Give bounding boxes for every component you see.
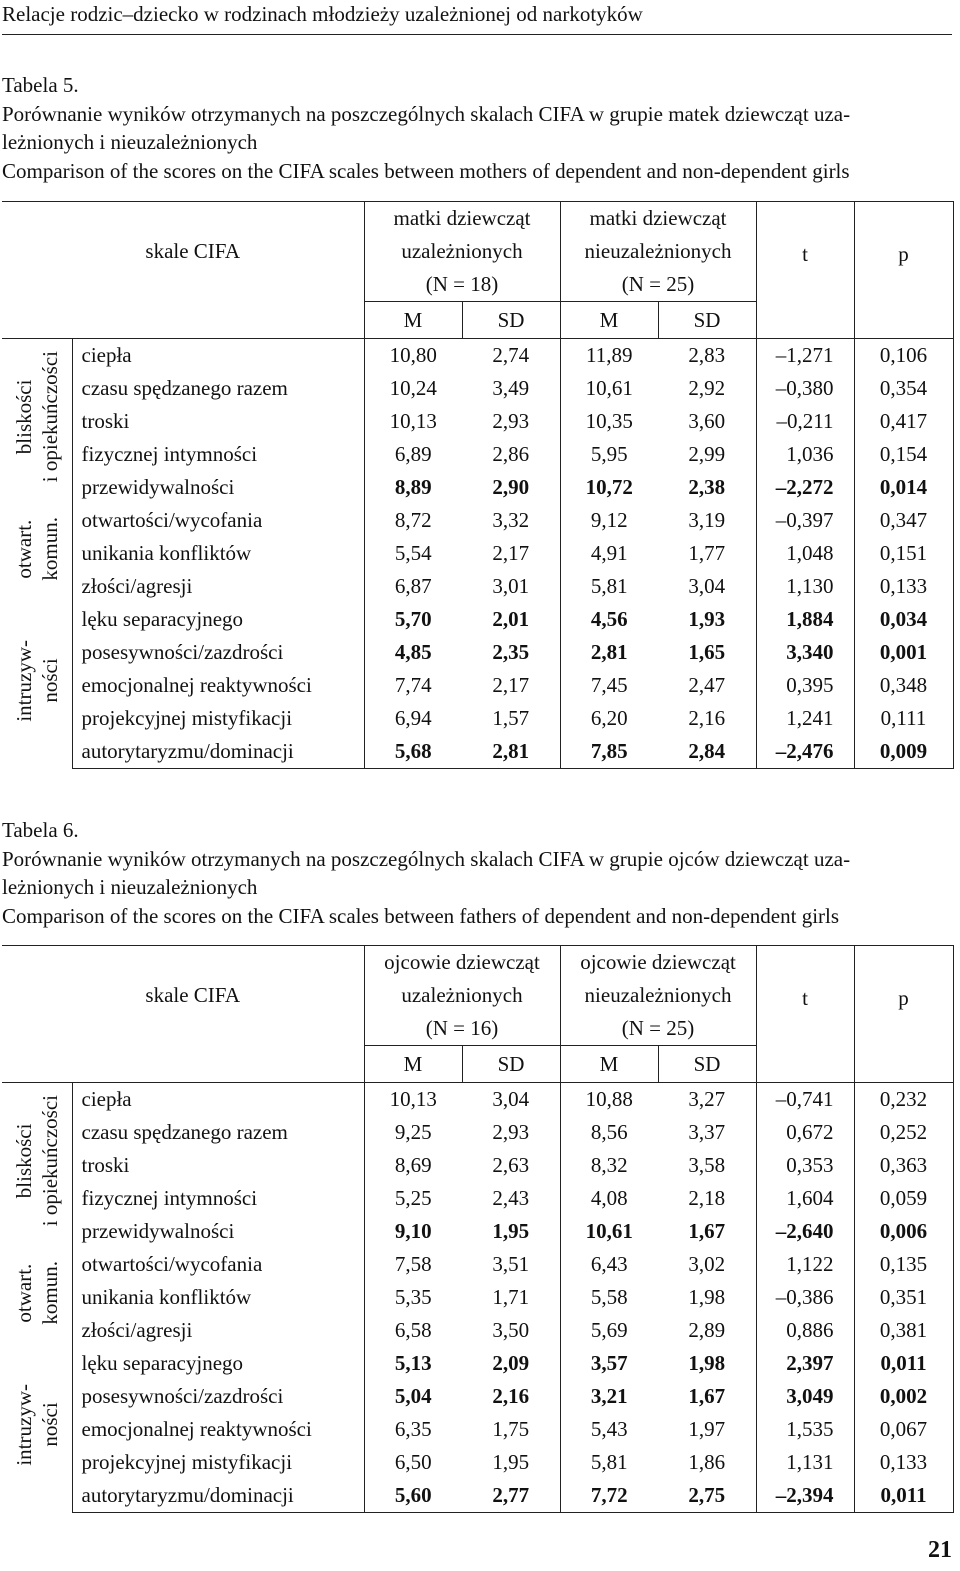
cell-sd2: 2,16 (688, 706, 726, 730)
cell-sd1: 2,93 (492, 409, 530, 433)
cell-p: 0,111 (854, 702, 953, 735)
table-row (2, 405, 953, 438)
cell-scale: ciepła (72, 1083, 364, 1117)
cell-m2: 4,08 (560, 1182, 658, 1215)
cell-sd1: 2,43 (492, 1186, 530, 1210)
header-group2-line: nieuzależnionych (584, 983, 732, 1007)
cell-scale: złości/agresji (72, 570, 364, 603)
cell-p: 0,354 (854, 372, 953, 405)
group-label (2, 1347, 72, 1513)
table-row (2, 1182, 953, 1215)
cell-scale: ciepła (72, 339, 364, 373)
cell-t: –2,394 (756, 1479, 854, 1513)
caption-pl: leżnionych i nieuzależnionych (2, 875, 258, 899)
cell-t: 0,353 (756, 1149, 854, 1182)
cell-t: 1,036 (756, 438, 854, 471)
header-group1 (364, 202, 560, 302)
cell-m2: 5,69 (560, 1314, 658, 1347)
cell-scale: posesywności/zazdrości (72, 636, 364, 669)
cell-sd1: 2,16 (492, 1384, 530, 1408)
group-label-line: otwart. (11, 519, 36, 578)
table-row (2, 1248, 953, 1281)
cell-scale: przewidywalności (72, 471, 364, 504)
cell-sd2: 2,38 (688, 475, 726, 499)
cell-p: 0,133 (854, 1446, 953, 1479)
header-sd (658, 1046, 756, 1083)
header-m-label: M (599, 1051, 619, 1076)
header-group2-line: ojcowie dziewcząt (580, 950, 736, 974)
group-label-line: komun. (37, 516, 62, 581)
cell-m1: 5,70 (364, 603, 462, 636)
cell-p: 0,133 (854, 570, 953, 603)
cell-m2: 5,81 (560, 1446, 658, 1479)
group-label-line: intruzyw- (11, 639, 36, 722)
cell-sd1: 3,04 (462, 1083, 560, 1117)
cell-sd2: 3,60 (688, 409, 726, 433)
table-row (2, 1314, 953, 1347)
caption-pl: leżnionych i nieuzależnionych (2, 130, 258, 154)
table-row (2, 669, 953, 702)
header-sd (658, 302, 756, 339)
cell-sd2: 2,47 (688, 673, 726, 697)
group-label-line: ności (37, 1402, 62, 1447)
cell-m2: 7,72 (560, 1479, 658, 1513)
header-row (2, 946, 953, 1046)
header-m-label: M (599, 307, 619, 332)
header-sd (462, 302, 560, 339)
cell-m1: 10,13 (364, 1083, 462, 1117)
header-group2 (560, 946, 756, 1046)
table-label: Tabela 5. (2, 73, 79, 97)
header-scale (2, 946, 364, 1046)
cell-p: 0,011 (854, 1347, 953, 1380)
header-blank (2, 1046, 364, 1083)
cell-sd2: 3,02 (688, 1252, 726, 1276)
cell-m1: 5,25 (364, 1182, 462, 1215)
header-sd (462, 1046, 560, 1083)
caption-pl: Porównanie wyników otrzymanych na poszczególnych skalach CIFA w grupie matek dziewcząt uza- (2, 101, 851, 126)
cell-t: 1,048 (756, 537, 854, 570)
cell-t: 1,241 (756, 702, 854, 735)
cell-scale: fizycznej intymności (72, 438, 364, 471)
cell-m1: 8,72 (364, 504, 462, 537)
cell-sd1: 3,32 (492, 508, 530, 532)
cell-scale: troski (72, 1149, 364, 1182)
cell-sd1: 2,17 (492, 673, 530, 697)
group-label-text (11, 1384, 63, 1466)
cell-p: 0,363 (854, 1149, 953, 1182)
header-group2-line: matki dziewcząt (589, 206, 727, 230)
cell-p: 0,154 (854, 438, 953, 471)
table-label: Tabela 6. (2, 818, 79, 842)
cell-sd2: 1,67 (688, 1384, 726, 1408)
cell-p: 0,347 (854, 504, 953, 537)
cell-m2: 10,88 (560, 1083, 658, 1117)
cell-m2: 4,91 (560, 537, 658, 570)
cell-scale: projekcyjnej mistyfikacji (72, 702, 364, 735)
group-label-text (11, 351, 63, 482)
header-p (854, 202, 953, 339)
cell-sd1: 2,93 (492, 1120, 530, 1144)
cell-t: –0,397 (756, 504, 854, 537)
cell-m2: 8,32 (560, 1149, 658, 1182)
cell-m2: 6,43 (560, 1248, 658, 1281)
cell-m1: 5,13 (364, 1347, 462, 1380)
cell-m1: 6,89 (364, 438, 462, 471)
header-row (2, 202, 953, 302)
cell-p: 0,001 (854, 636, 953, 669)
cell-m1: 8,89 (364, 471, 462, 504)
cell-m2: 9,12 (560, 504, 658, 537)
cell-t: 1,122 (756, 1248, 854, 1281)
cell-sd1: 2,01 (492, 607, 530, 631)
cell-m1: 10,24 (364, 372, 462, 405)
header-scale-label: skale CIFA (145, 239, 241, 264)
cell-sd1: 1,95 (492, 1219, 530, 1243)
cell-sd1: 2,90 (492, 475, 530, 499)
cell-t: –2,640 (756, 1215, 854, 1248)
group-label-text (11, 640, 63, 722)
cell-scale: lęku separacyjnego (72, 603, 364, 636)
cell-sd2: 2,89 (688, 1318, 726, 1342)
cell-scale: czasu spędzanego razem (72, 1116, 364, 1149)
table-row (2, 1116, 953, 1149)
cell-sd2: 2,18 (688, 1186, 726, 1210)
table-row (2, 372, 953, 405)
header-scale-label: skale CIFA (145, 983, 241, 1008)
cell-sd2: 1,98 (688, 1285, 726, 1309)
table-row (2, 1446, 953, 1479)
cell-m1: 6,87 (364, 570, 462, 603)
header-m (364, 1046, 462, 1083)
cell-m2: 4,56 (560, 603, 658, 636)
page-number: 21 (928, 1537, 952, 1563)
table-row (2, 1413, 953, 1446)
cell-scale: otwartości/wycofania (72, 504, 364, 537)
group-label (2, 504, 72, 603)
group-label-line: otwart. (11, 1263, 36, 1322)
header-m-label: M (403, 307, 423, 332)
cell-p: 0,232 (854, 1083, 953, 1117)
cell-sd1: 1,95 (492, 1450, 530, 1474)
cell-m2: 10,35 (560, 405, 658, 438)
cell-sd2: 2,92 (688, 376, 726, 400)
cell-sd1: 3,49 (492, 376, 530, 400)
group-label (2, 1083, 72, 1249)
cell-m2: 5,81 (560, 570, 658, 603)
cell-p: 0,348 (854, 669, 953, 702)
cell-m1: 6,58 (364, 1314, 462, 1347)
table-row (2, 1479, 953, 1513)
table-row (2, 1380, 953, 1413)
cell-t: 0,395 (756, 669, 854, 702)
cell-p: 0,135 (854, 1248, 953, 1281)
cell-p: 0,011 (854, 1479, 953, 1513)
header-group1 (364, 946, 560, 1046)
group-label-line: bliskości (11, 379, 36, 454)
cell-t: 1,130 (756, 570, 854, 603)
cell-p: 0,252 (854, 1116, 953, 1149)
cell-p: 0,151 (854, 537, 953, 570)
caption-pl: Porównanie wyników otrzymanych na poszczególnych skalach CIFA w grupie ojców dziewcząt uza- (2, 846, 851, 871)
cell-p: 0,006 (854, 1215, 953, 1248)
cell-sd1: 3,50 (492, 1318, 530, 1342)
cell-sd1: 2,63 (492, 1153, 530, 1177)
header-sd-label: SD (693, 307, 721, 332)
cell-t: –1,271 (756, 339, 854, 373)
cell-sd1: 3,51 (492, 1252, 530, 1276)
cell-t: –0,380 (756, 372, 854, 405)
group-label-text (11, 1261, 63, 1325)
cell-sd2: 2,75 (658, 1479, 756, 1513)
cell-m1: 5,35 (364, 1281, 462, 1314)
cell-m2: 3,21 (560, 1380, 658, 1413)
cell-m1: 6,50 (364, 1446, 462, 1479)
cell-scale: czasu spędzanego razem (72, 372, 364, 405)
header-group1-line: uzależnionych (401, 239, 523, 263)
cell-t: 0,886 (756, 1314, 854, 1347)
cell-m1: 6,35 (364, 1413, 462, 1446)
cell-scale: autorytaryzmu/dominacji (72, 1479, 364, 1513)
header-blank (2, 302, 364, 339)
header-group2-line: (N = 25) (621, 1016, 695, 1040)
cell-p: 0,067 (854, 1413, 953, 1446)
cell-sd1: 2,09 (492, 1351, 530, 1375)
group-label (2, 603, 72, 769)
cell-p: 0,014 (854, 471, 953, 504)
cell-sd2: 1,86 (688, 1450, 726, 1474)
table-row (2, 537, 953, 570)
cell-scale: złości/agresji (72, 1314, 364, 1347)
cell-sd1: 2,17 (492, 541, 530, 565)
cell-t: –0,211 (756, 405, 854, 438)
group-label-line: komun. (37, 1260, 62, 1325)
cell-p: 0,417 (854, 405, 953, 438)
cell-sd2: 1,77 (688, 541, 726, 565)
cell-m2: 10,72 (560, 471, 658, 504)
header-p-label: p (898, 985, 909, 1010)
cell-scale: fizycznej intymności (72, 1182, 364, 1215)
header-sd-label: SD (497, 1051, 525, 1076)
table-row (2, 438, 953, 471)
cell-sd2: 3,37 (688, 1120, 726, 1144)
table-row (2, 702, 953, 735)
cell-sd2: 3,58 (688, 1153, 726, 1177)
cell-m2: 7,45 (560, 669, 658, 702)
header-group1-line: matki dziewcząt (393, 206, 531, 230)
cell-sd2: 2,99 (688, 442, 726, 466)
table-row (2, 1215, 953, 1248)
cell-sd1: 2,77 (462, 1479, 560, 1513)
table-row (2, 636, 953, 669)
header-m (560, 302, 658, 339)
cell-sd1: 2,74 (462, 339, 560, 373)
cell-sd1: 3,01 (492, 574, 530, 598)
table-row (2, 1083, 953, 1117)
table-row (2, 471, 953, 504)
cell-t: –2,476 (756, 735, 854, 769)
cell-m1: 8,69 (364, 1149, 462, 1182)
header-group1-line: (N = 18) (425, 272, 499, 296)
cell-sd2: 1,93 (688, 607, 726, 631)
cell-scale: otwartości/wycofania (72, 1248, 364, 1281)
cell-t: 3,049 (756, 1380, 854, 1413)
group-label (2, 1248, 72, 1347)
cell-sd2: 3,19 (688, 508, 726, 532)
cell-scale: unikania konfliktów (72, 1281, 364, 1314)
cell-m2: 3,57 (560, 1347, 658, 1380)
cell-sd2: 2,84 (658, 735, 756, 769)
cell-m1: 6,94 (364, 702, 462, 735)
cell-scale: autorytaryzmu/dominacji (72, 735, 364, 769)
cell-sd1: 2,35 (492, 640, 530, 664)
cell-t: 3,340 (756, 636, 854, 669)
header-group1-line: ojcowie dziewcząt (384, 950, 540, 974)
header-t (756, 946, 854, 1083)
cell-sd2: 3,27 (658, 1083, 756, 1117)
group-label (2, 339, 72, 505)
table-row (2, 339, 953, 373)
cell-p: 0,059 (854, 1182, 953, 1215)
group-label-line: ności (37, 658, 62, 703)
cell-m2: 6,20 (560, 702, 658, 735)
cell-m2: 5,95 (560, 438, 658, 471)
cell-scale: posesywności/zazdrości (72, 1380, 364, 1413)
cell-scale: emocjonalnej reaktywności (72, 1413, 364, 1446)
header-scale (2, 202, 364, 302)
cell-sd1: 2,81 (462, 735, 560, 769)
table-row (2, 504, 953, 537)
group-label-text (11, 517, 63, 581)
cell-m1: 5,04 (364, 1380, 462, 1413)
running-head: Relacje rodzic–dziecko w rodzinach młodzieży uzależnionej od narkotyków (2, 2, 952, 35)
cell-p: 0,381 (854, 1314, 953, 1347)
header-group1-line: (N = 16) (425, 1016, 499, 1040)
cell-m1: 9,25 (364, 1116, 462, 1149)
cell-m1: 5,54 (364, 537, 462, 570)
table-row (2, 1281, 953, 1314)
cell-sd2: 1,65 (688, 640, 726, 664)
group-label-line: i opiekuńczości (37, 350, 62, 483)
cell-sd1: 2,86 (492, 442, 530, 466)
table-row (2, 570, 953, 603)
table-6 (2, 945, 954, 1513)
cell-sd1: 1,71 (492, 1285, 530, 1309)
cell-m2: 2,81 (560, 636, 658, 669)
cell-p: 0,351 (854, 1281, 953, 1314)
group-label-line: bliskości (11, 1123, 36, 1198)
cell-t: 1,884 (756, 603, 854, 636)
cell-p: 0,002 (854, 1380, 953, 1413)
cell-m1: 10,80 (364, 339, 462, 373)
cell-t: –2,272 (756, 471, 854, 504)
header-t-label: t (802, 985, 808, 1010)
cell-m1: 7,58 (364, 1248, 462, 1281)
header-group2 (560, 202, 756, 302)
cell-t: 1,604 (756, 1182, 854, 1215)
cell-sd2: 1,98 (688, 1351, 726, 1375)
cell-scale: unikania konfliktów (72, 537, 364, 570)
cell-m1: 7,74 (364, 669, 462, 702)
cell-scale: troski (72, 405, 364, 438)
cell-scale: projekcyjnej mistyfikacji (72, 1446, 364, 1479)
group-label-line: intruzyw- (11, 1383, 36, 1466)
cell-m2: 10,61 (560, 1215, 658, 1248)
cell-p: 0,106 (854, 339, 953, 373)
header-m (364, 302, 462, 339)
cell-m2: 5,43 (560, 1413, 658, 1446)
cell-t: 2,397 (756, 1347, 854, 1380)
cell-scale: lęku separacyjnego (72, 1347, 364, 1380)
cell-p: 0,034 (854, 603, 953, 636)
cell-m2: 10,61 (560, 372, 658, 405)
group-label-text (11, 1095, 63, 1226)
cell-t: –0,386 (756, 1281, 854, 1314)
header-sd-label: SD (693, 1051, 721, 1076)
cell-sd2: 2,83 (658, 339, 756, 373)
cell-sd2: 3,04 (688, 574, 726, 598)
header-group2-line: nieuzależnionych (584, 239, 732, 263)
header-group2-line: (N = 25) (621, 272, 695, 296)
cell-m2: 8,56 (560, 1116, 658, 1149)
cell-m1: 5,60 (364, 1479, 462, 1513)
caption-en: Comparison of the scores on the CIFA scales between mothers of dependent and non-dependent girls (2, 158, 850, 183)
caption-en: Comparison of the scores on the CIFA scales between fathers of dependent and non-dependent girls (2, 903, 840, 928)
cell-sd2: 1,97 (688, 1417, 726, 1441)
cell-t: 1,131 (756, 1446, 854, 1479)
header-group1-line: uzależnionych (401, 983, 523, 1007)
header-t (756, 202, 854, 339)
cell-m2: 5,58 (560, 1281, 658, 1314)
cell-sd2: 1,67 (688, 1219, 726, 1243)
group-label-line: i opiekuńczości (37, 1094, 62, 1227)
table-5-caption (2, 71, 958, 185)
cell-m2: 11,89 (560, 339, 658, 373)
cell-t: 0,672 (756, 1116, 854, 1149)
header-p-label: p (898, 241, 909, 266)
header-m (560, 1046, 658, 1083)
cell-t: –0,741 (756, 1083, 854, 1117)
cell-sd1: 1,57 (492, 706, 530, 730)
cell-t: 1,535 (756, 1413, 854, 1446)
table-6-caption (2, 816, 958, 930)
cell-m2: 7,85 (560, 735, 658, 769)
header-t-label: t (802, 241, 808, 266)
cell-scale: przewidywalności (72, 1215, 364, 1248)
cell-m1: 5,68 (364, 735, 462, 769)
header-p (854, 946, 953, 1083)
table-row (2, 603, 953, 636)
cell-p: 0,009 (854, 735, 953, 769)
table-row (2, 1149, 953, 1182)
table-row (2, 735, 953, 769)
header-m-label: M (403, 1051, 423, 1076)
table-row (2, 1347, 953, 1380)
table-5 (2, 201, 954, 769)
cell-m1: 4,85 (364, 636, 462, 669)
cell-m1: 9,10 (364, 1215, 462, 1248)
header-sd-label: SD (497, 307, 525, 332)
cell-m1: 10,13 (364, 405, 462, 438)
cell-scale: emocjonalnej reaktywności (72, 669, 364, 702)
cell-sd1: 1,75 (492, 1417, 530, 1441)
